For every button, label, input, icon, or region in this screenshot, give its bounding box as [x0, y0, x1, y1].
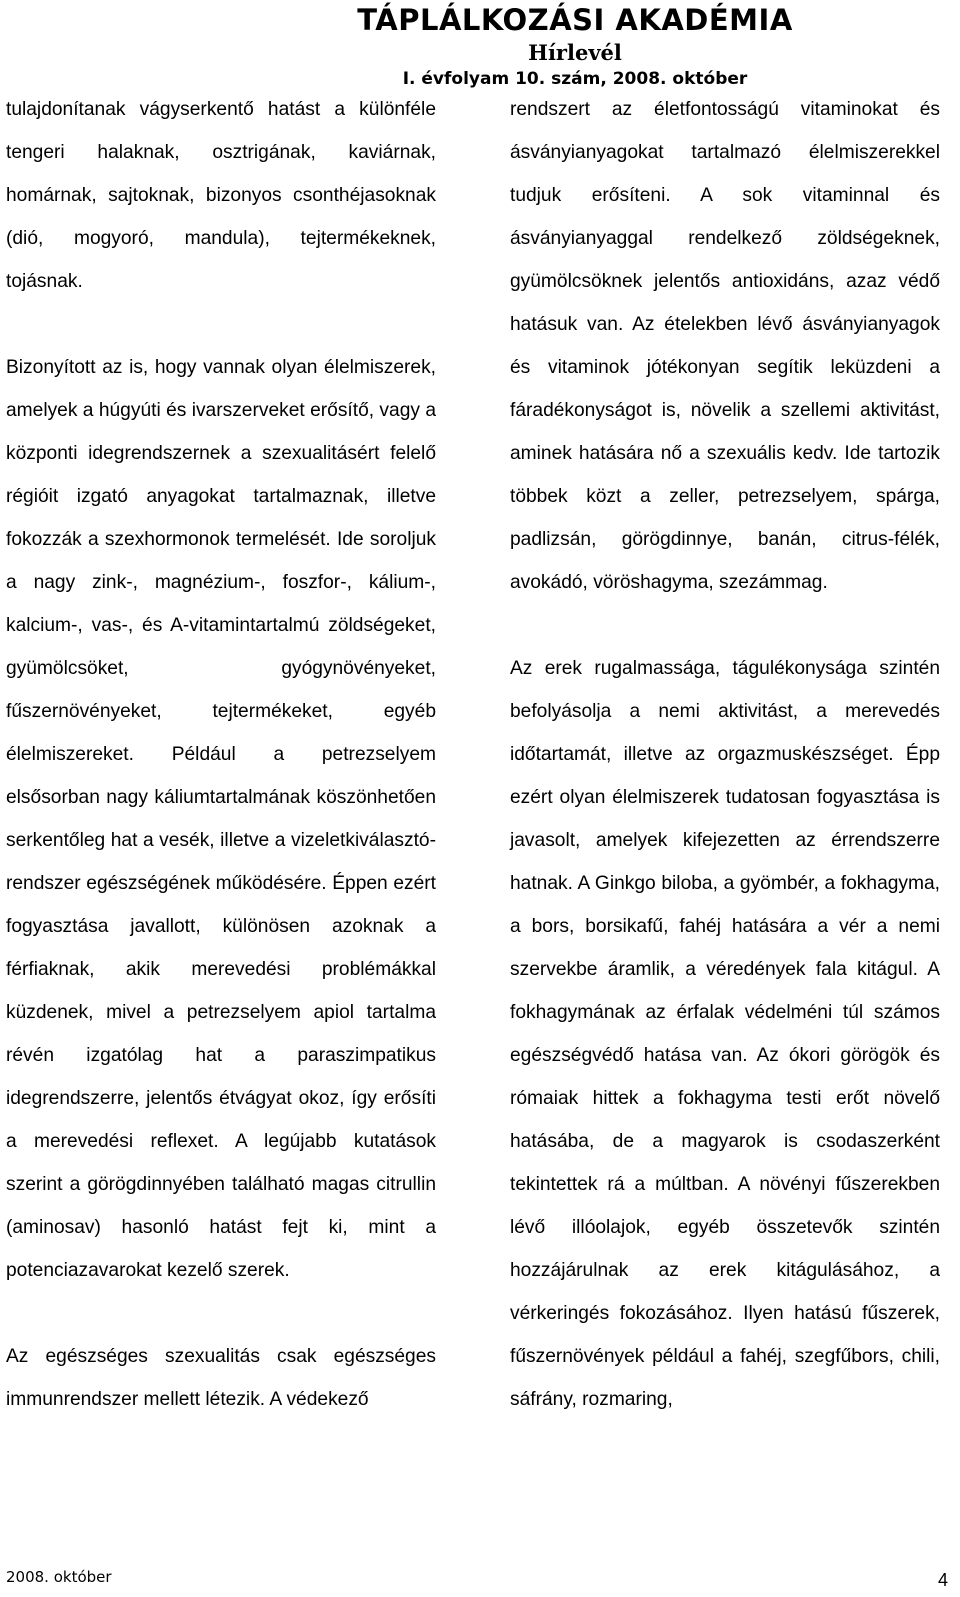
page-number: 4 [937, 1570, 948, 1590]
right-paragraph-2: Az erek rugalmassága, tágulékonysága szintén befolyásolja a nemi aktivitást, a merevedés időtartamát, illetve az orgazmuskészséget. Épp ezért olyan élelmiszerek tudatosan fogyasztása is javasolt, amelyek kifejezetten az érrendszerre hatnak. A Ginkgo biloba, a gyömbér, a fokhagyma, a bors, borsikafű, fahéj hatására a vér a nemi szervekbe áramlik, a véredények fala kitágul. A fokhagymának az érfalak védelméni túl számos egészségvédő hatása van. Az ókori görögök és rómaiak hittek a fokhagyma testi erőt növelő hatásába, de a magyarok is csodaszerként tekintettek rá a múltban. A növényi fűszerekben lévő illóolajok, egyéb összetevők szintén hozzájárulnak az erek kitágulásához, a vérkeringés fokozásához. Ilyen hatású fűszerek, fűszernövények például a fahéj, szegfűbors, chili, sáfrány, rozmaring, [510, 658, 940, 1410]
left-column [6, 88, 436, 1421]
footer-date: 2008. október [6, 1568, 112, 1586]
right-paragraph-1: rendszert az életfontosságú vitaminokat és ásványianyagokat tartalmazó élelmiszerekkel tudjuk erősíteni. A sok vitaminnal és ásványianyaggal rendelkező zöldségeknek, gyümölcsöknek jelentős antioxidáns, azaz védő hatásuk van. Az ételekben lévő ásványianyagok és vitaminok jótékonyan segítik leküzdeni a fáradékonyságot is, növelik a szellemi aktivitást, aminek hatására nő a szexuális kedv. Ide tartozik többek közt a zeller, petrezselyem, spárga, padlizsán, görögdinnye, banán, citrus-félék, avokádó, vöröshagyma, szezámmag. [510, 99, 940, 593]
right-column [510, 88, 940, 1421]
left-paragraph-1: tulajdonítanak vágyserkentő hatást a különféle tengeri halaknak, osztrigának, kaviárnak, homárnak, sajtoknak, bizonyos csonthéjasoknak (dió, mogyoró, mandula), tejtermékeknek, tojásnak. [6, 99, 436, 292]
masthead-issue: I. évfolyam 10. szám, 2008. október [402, 69, 748, 89]
masthead-title: TÁPLÁLKOZÁSI AKADÉMIA [357, 3, 793, 37]
left-paragraph-3: Az egészséges szexualitás csak egészséges immunrendszer mellett létezik. A védekező [6, 1346, 436, 1410]
masthead-subtitle: Hírlevél [528, 40, 622, 65]
left-paragraph-2: Bizonyított az is, hogy vannak olyan élelmiszerek, amelyek a húgyúti és ivarszerveket erősítő, vagy a központi idegrendszernek a szexualitásért felelő régióit izgató anyagokat tartalmaznak, illetve fokozzák a szexhormonok termelését. Ide soroljuk a nagy zink-, magnézium-, foszfor-, kálium-, kalcium-, vas-, és A-vitamintartalmú zöldségeket, gyümölcsöket, gyógynövényeket, fűszernövényeket, tejtermékeket, egyéb élelmiszereket. Például a petrezselyem elsősorban nagy káliumtartalmának köszönhetően serkentőleg hat a vesék, illetve a vizeletkiválasztó-rendszer egészségének működésére. Éppen ezért fogyasztása javallott, különösen azoknak a férfiaknak, akik merevedési problémákkal küzdenek, mivel a petrezselyem apiol tartalma révén izgatólag hat a paraszimpatikus idegrendszerre, jelentős étvágyat okoz, így erősíti a merevedési reflexet. A legújabb kutatások szerint a görögdinnyében található magas citrullin (aminosav) hasonló hatást fejt ki, mint a potenciazavarokat kezelő szerek. [6, 357, 436, 1281]
